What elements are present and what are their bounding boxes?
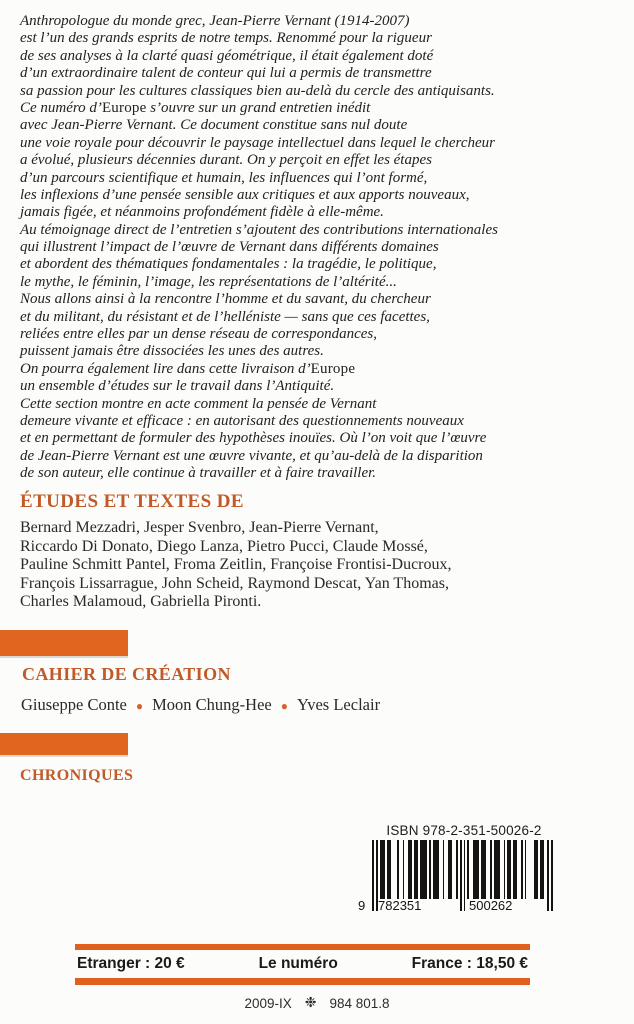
paragraph-line: de ses analyses à la clarté quasi géométrique, il était également doté	[20, 47, 434, 64]
paragraph-line: puissent jamais être dissociées les unes des autres.	[20, 343, 324, 360]
paragraph-line: Au témoignage direct de l’entretien s’ajoutent des contributions internationales	[20, 221, 498, 238]
journal-title: Europe	[310, 360, 356, 377]
paragraph-line: jamais figée, et néanmoins profondément fidèle à elle-même.	[20, 204, 384, 221]
paragraph-line: d’un parcours scientifique et humain, les influences qui l’ont formé,	[20, 169, 428, 186]
price-france-label: France : 18,50 €	[411, 955, 528, 972]
barcode-digit-first: 9	[358, 898, 366, 913]
cahier-authors-list	[20, 695, 381, 715]
contributors-line: Charles Malamoud, Gabriella Pironti.	[20, 593, 262, 611]
author-name: Giuseppe Conte	[21, 695, 127, 714]
paragraph-line: qui illustrent l’impact de l’œuvre de Vernant dans différents domaines	[20, 239, 439, 256]
price-strip-bottom-rule	[75, 978, 530, 985]
barcode-block	[358, 823, 570, 914]
price-strip	[75, 944, 530, 985]
paragraph-line: Cette section montre en acte comment la pensée de Vernant	[20, 395, 377, 412]
author-name: Moon Chung-Hee	[152, 695, 272, 714]
author-name: Yves Leclair	[296, 695, 381, 714]
paragraph-line: reliées entre elles par un dense réseau de correspondances,	[20, 326, 377, 343]
paragraph-line: Anthropologue du monde grec, Jean-Pierre Vernant (1914-2007)	[20, 13, 410, 29]
contributors-line: Pauline Schmitt Pantel, Froma Zeitlin, Françoise Frontisi-Ducroux,	[20, 556, 452, 574]
paragraph-line: sa passion pour les cultures classiques bien au-delà du cercle des antiquisants.	[20, 82, 495, 99]
barcode-module	[551, 840, 553, 911]
paragraph-line: un ensemble d’études sur le travail dans l’Antiquité.	[20, 378, 335, 395]
ean13-barcode	[358, 840, 570, 914]
paragraph-line: et en permettant de formuler des hypothèses inouïes. Où l’on voit que l’œuvre	[20, 430, 487, 447]
paragraph-line: Nous allons ainsi à la rencontre l’homme et du savant, du chercheur	[20, 291, 431, 308]
paragraph-line: est l’un des grands esprits de notre temps. Renommé pour la rigueur	[20, 30, 432, 47]
section-heading-chroniques: CHRONIQUES	[20, 767, 134, 784]
printer-mark-icon: ❉	[304, 994, 317, 1010]
isbn-label: ISBN 978-2-351-50026-2	[386, 823, 542, 838]
contributors-list	[20, 519, 452, 612]
issue-date-code: 2009-IX	[244, 996, 292, 1011]
paragraph-line: a évolué, plusieurs décennies durant. On y perçoit en effet les étapes	[20, 152, 432, 169]
paragraph-line: avec Jean-Pierre Vernant. Ce document constitue sans nul doute	[20, 117, 408, 134]
paragraph-line: de Jean-Pierre Vernant est une œuvre vivante, et qu’au-delà de la disparition	[20, 447, 483, 464]
paragraph-line: On pourra également lire dans cette livraison d’Europe	[20, 360, 356, 377]
barcode-digits-right-group: 500262	[469, 898, 513, 913]
section-divider-bar	[0, 733, 128, 755]
paragraph-line: et abordent des thématiques fondamentales : la tragédie, le politique,	[20, 256, 437, 273]
paragraph-line: et du militant, du résistant et de l’helléniste — sans que ces facettes,	[20, 308, 430, 325]
paragraph-line: d’un extraordinaire talent de conteur qui lui a permis de transmettre	[20, 65, 432, 82]
author-separator-dot-icon: ●	[280, 699, 288, 713]
paragraph-line: le mythe, le féminin, l’image, les représentations de l’altérité...	[20, 273, 397, 290]
barcode-digits-left-group: 782351	[378, 898, 422, 913]
section-divider-bar	[0, 630, 128, 656]
journal-title: Europe	[101, 99, 147, 116]
contributors-line: Riccardo Di Donato, Diego Lanza, Pietro Pucci, Claude Mossé,	[20, 537, 428, 555]
paragraph-line: de son auteur, elle continue à travailler et à faire travailler.	[20, 465, 377, 482]
section-heading-etudes: ÉTUDES ET TEXTES DE	[20, 491, 244, 512]
section-heading-cahier: CAHIER DE CRÉATION	[22, 664, 231, 684]
paragraph-line: une voie royale pour découvrir le paysage intellectuel dans lequel le chercheur	[20, 134, 495, 151]
presentation-paragraph	[20, 13, 498, 483]
paragraph-line: les inflexions d’une pensée sensible aux critiques et aux apports nouveaux,	[20, 186, 470, 203]
price-issue-label: Le numéro	[258, 955, 338, 972]
author-separator-dot-icon: ●	[135, 699, 144, 713]
imprint-line	[0, 995, 634, 1012]
paragraph-line: demeure vivante et efficace : en autorisant des questionnements nouveaux	[20, 412, 464, 429]
paragraph-line: Ce numéro d’Europe s’ouvre sur un grand entretien inédit	[20, 99, 371, 116]
contributors-line: François Lissarrague, John Scheid, Raymond Descat, Yan Thomas,	[20, 574, 449, 592]
reference-number: 984 801.8	[329, 996, 390, 1011]
price-foreign-label: Etranger : 20 €	[77, 955, 185, 972]
contributors-line: Bernard Mezzadri, Jesper Svenbro, Jean-Pierre Vernant,	[20, 519, 379, 536]
